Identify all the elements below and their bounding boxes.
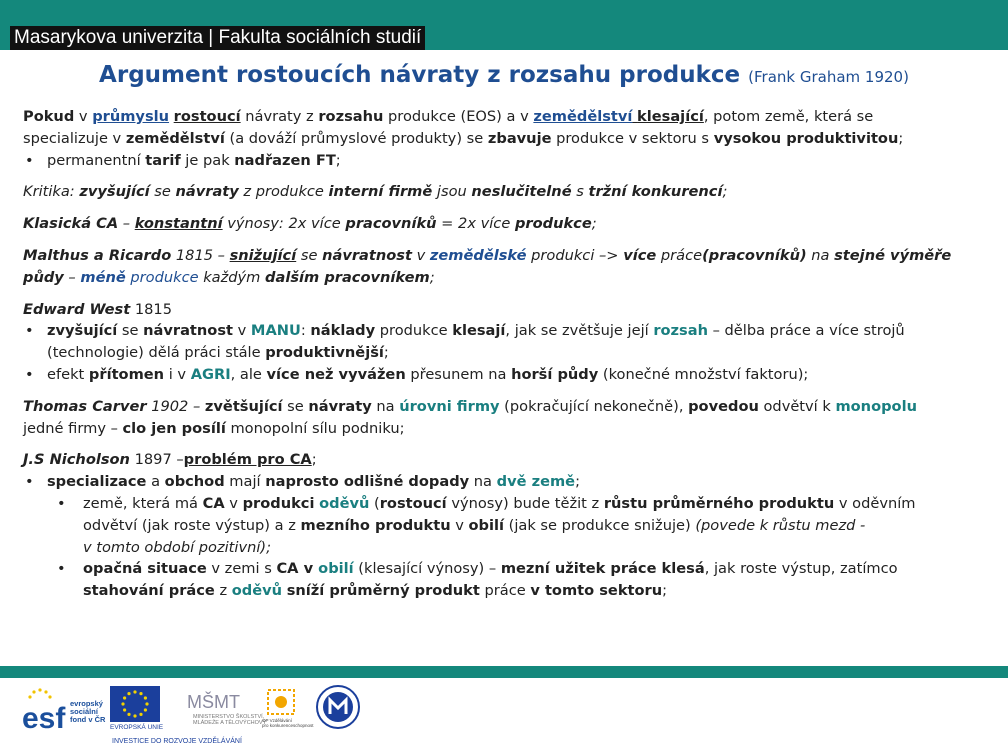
bullet-item — [23, 364, 988, 386]
text-run: sníží průměrný produkt — [286, 582, 480, 600]
text-run: ( — [369, 494, 380, 512]
esf-logo — [20, 686, 106, 736]
text-run: = 2x více — [436, 215, 515, 233]
text-run: monopolu — [835, 397, 917, 415]
paragraph-2 — [23, 181, 988, 203]
slide-content — [23, 106, 988, 612]
text-run: v — [107, 129, 126, 147]
bullet-item — [23, 493, 988, 515]
text-line — [23, 449, 988, 471]
text-line — [23, 106, 988, 128]
text-run: horší půdy — [511, 365, 599, 383]
text-run: práce — [479, 582, 531, 600]
text-run: Kritika: — [23, 183, 80, 201]
text-run: produkce (EOS) a v — [383, 108, 534, 125]
opvk-text-line: OP Vzdělávání — [262, 718, 292, 723]
text-run: ; — [383, 344, 389, 362]
footer-bar — [0, 666, 1008, 678]
text-run: naprosto odlišné dopady — [265, 473, 470, 491]
text-run: přesunem na — [405, 365, 512, 383]
paragraph-4 — [23, 245, 988, 289]
paragraph-3 — [23, 213, 988, 235]
text-run: zemědělské — [429, 246, 527, 264]
text-run: každým — [198, 268, 266, 286]
text-run: mezní užitek práce klesá — [500, 560, 705, 578]
text-run: přítomen — [88, 365, 165, 383]
text-run: v — [298, 560, 319, 578]
text-run: (klesající výnosy) – — [353, 560, 501, 578]
opvk-logo-icon — [262, 686, 302, 718]
text-run: CA — [202, 494, 225, 512]
text-run: rostoucí — [379, 494, 447, 512]
mu-seal — [315, 684, 361, 730]
footer-logos — [0, 678, 1008, 756]
esf-letters: esf — [22, 702, 66, 735]
invest-caption: INVESTICE DO ROZVOJE VZDĚLÁVÁNÍ — [112, 738, 242, 745]
text-run: obilí — [468, 516, 505, 534]
bullet-continuation — [23, 515, 988, 537]
text-run: (a dováží průmyslové produkty) se — [224, 129, 488, 147]
text-run: na — [371, 397, 400, 415]
header-bar — [0, 0, 1008, 50]
slide-title-main: Argument rostoucích návraty z rozsahu produkce — [99, 62, 741, 88]
text-run: v tomto sektoru — [530, 582, 663, 600]
text-run: více — [623, 246, 657, 264]
text-run: výnosy: 2x více — [222, 215, 346, 233]
text-run: (jak se produkce snižuje) — [504, 516, 696, 534]
text-run: (povede k růstu mezd - — [695, 516, 866, 534]
text-run: úrovni firmy — [399, 397, 500, 415]
text-run: AGRI — [190, 365, 231, 383]
text-run: ; — [575, 473, 580, 491]
msmt-text-line: MINISTERSTVO ŠKOLSTVÍ, — [193, 714, 265, 720]
text-run: ; — [898, 129, 904, 147]
esf-caption — [70, 700, 105, 724]
text-run: povedou — [688, 397, 759, 415]
text-run: (technologie) dělá práci stále — [47, 344, 266, 362]
text-run: 1815 — [130, 300, 172, 318]
text-run: specializuje — [23, 129, 108, 147]
text-run: se — [149, 183, 176, 201]
text-run: neslučitelné — [471, 183, 572, 201]
text-run: : — [300, 322, 311, 340]
text-run: zbavuje — [487, 129, 552, 147]
text-run: – — [118, 215, 135, 233]
paragraph-6 — [23, 396, 988, 440]
text-run: , jak roste výstup, zatímco — [704, 560, 898, 578]
text-run: ; — [722, 183, 728, 201]
text-run: obchod — [164, 473, 225, 491]
text-run: s — [571, 183, 589, 201]
text-run: odvětví (jak roste výstup) a z — [83, 516, 301, 534]
text-run: produkce — [125, 268, 199, 286]
text-run: v — [224, 494, 243, 512]
text-run: návratnost — [143, 322, 233, 340]
esf-text-line: evropský — [70, 699, 103, 708]
bullet-item — [23, 320, 988, 342]
opvk-caption — [262, 718, 314, 728]
msmt-text-line: MLÁDEŽE A TĚLOVÝCHOVY — [193, 720, 267, 726]
text-run: permanentní — [47, 151, 146, 169]
text-run: problém pro CA — [183, 451, 312, 469]
text-run: oděvů — [319, 494, 370, 512]
text-run: ; — [335, 151, 341, 169]
text-run: vysokou produktivitou — [713, 129, 899, 147]
text-line — [23, 128, 988, 150]
slide-subtitle: (Frank Graham 1920) — [748, 68, 909, 86]
text-run: opačná situace — [83, 560, 207, 578]
text-run: Edward West — [23, 300, 131, 318]
text-run: produkci –> — [526, 246, 624, 264]
bullet-item — [23, 558, 988, 580]
msmt-logo — [185, 684, 267, 734]
text-run: se — [282, 397, 309, 415]
text-line — [23, 299, 988, 321]
eu-flag-icon — [110, 686, 160, 722]
text-run: z — [214, 582, 232, 600]
paragraph-5 — [23, 299, 988, 386]
text-run: 1815 – — [171, 246, 230, 264]
text-run: monopolní sílu podniku; — [225, 419, 405, 437]
text-run: pracovníků — [345, 215, 437, 233]
text-run: méně — [80, 268, 126, 286]
text-run: produkce — [514, 215, 592, 233]
opvk-text-line: pro konkurenceschopnost — [262, 723, 314, 728]
text-line — [23, 396, 988, 418]
text-line — [23, 267, 988, 289]
text-run: návraty — [175, 183, 239, 201]
text-run: na — [806, 246, 835, 264]
slide-title — [0, 62, 1008, 88]
text-run: v — [411, 246, 430, 264]
text-run: a — [146, 473, 165, 491]
text-run: ; — [662, 582, 668, 600]
text-run: návraty z — [240, 108, 319, 125]
bullet-item — [23, 150, 988, 172]
msmt-logo-icon — [185, 684, 240, 716]
text-run: v — [450, 516, 469, 534]
text-run: – dělba práce a více strojů — [707, 322, 905, 340]
text-run: se — [117, 322, 144, 340]
text-run: 1902 – — [146, 397, 205, 415]
header-title: Masarykova univerzita | Fakulta sociálních studií — [10, 26, 425, 50]
text-run: (pracovníků) — [702, 246, 807, 264]
text-run: z produkce — [238, 183, 329, 201]
text-run: stejné výměře — [834, 246, 952, 264]
text-run: v tomto období pozitivní); — [83, 538, 272, 556]
text-run: (konečné množství faktoru); — [598, 365, 809, 383]
msmt-caption — [193, 714, 266, 726]
text-run: zemědělství — [533, 108, 633, 125]
text-run: zvyšující — [79, 183, 150, 201]
text-run: – — [63, 268, 81, 286]
text-run: oděvů — [231, 582, 283, 600]
msmt-letters: MŠMT — [187, 692, 240, 712]
text-line — [23, 213, 988, 235]
text-run: konstantní — [134, 215, 223, 233]
bullet-item — [23, 471, 988, 493]
text-run: klesající — [637, 108, 704, 125]
text-run: rozsah — [653, 322, 708, 340]
text-run: výnosy) bude těžit z — [446, 494, 604, 512]
text-run: Malthus a Ricardo — [23, 246, 172, 264]
text-run: rostoucí — [173, 108, 241, 125]
text-run: dalším pracovníkem — [265, 268, 430, 286]
text-line — [23, 245, 988, 267]
text-run: v zemi s — [206, 560, 277, 578]
text-run: je pak — [180, 151, 235, 169]
text-run: více než vyvážen — [266, 365, 406, 383]
text-run: nadřazen FT — [234, 151, 336, 169]
text-run: zvětšující — [204, 397, 283, 415]
text-run: produkce v sektoru s — [551, 129, 714, 147]
text-run: na — [469, 473, 497, 491]
bullet-continuation — [23, 342, 988, 364]
text-run: 1897 – — [129, 451, 184, 469]
opvk-logo — [262, 686, 312, 736]
esf-text-line: fond v ČR — [70, 715, 106, 724]
text-run: ; — [311, 451, 317, 469]
text-run: tarif — [145, 151, 181, 169]
text-run: náklady — [310, 322, 376, 340]
text-run: , potom země, která se — [703, 108, 874, 125]
text-run: ; — [591, 215, 597, 233]
text-run: zvyšující — [47, 322, 118, 340]
text-run: specializace — [47, 473, 147, 491]
text-run: ; — [429, 268, 435, 286]
text-run: návraty — [308, 397, 372, 415]
mu-seal-icon — [315, 684, 361, 730]
text-run: práce — [656, 246, 703, 264]
text-run: (pokračující nekonečně), — [499, 397, 689, 415]
eu-caption: EVROPSKÁ UNIE — [110, 724, 164, 731]
paragraph-7 — [23, 449, 988, 602]
text-run: mezního produktu — [300, 516, 451, 534]
text-run: Thomas Carver — [23, 397, 147, 415]
text-run: jedné firmy – — [23, 419, 123, 437]
text-line — [23, 418, 988, 440]
text-run: návratnost — [322, 246, 412, 264]
text-run: produkci — [242, 494, 315, 512]
text-run: produkce — [375, 322, 453, 340]
text-run: dvě země — [496, 473, 576, 491]
text-run: se — [296, 246, 323, 264]
text-run: půdy — [23, 268, 64, 286]
text-run: obilí — [318, 560, 354, 578]
text-run: i v — [164, 365, 191, 383]
text-run: jsou — [432, 183, 472, 201]
text-run: Klasická CA — [23, 215, 119, 233]
text-run: růstu průměrného produktu — [603, 494, 835, 512]
text-run: zemědělství — [125, 129, 225, 147]
text-run: v oděvním — [834, 494, 916, 512]
text-run: v — [74, 108, 93, 125]
text-run: země, která má — [83, 494, 203, 512]
text-run: clo jen posílí — [122, 419, 226, 437]
text-run: klesají — [452, 322, 506, 340]
text-run: J.S Nicholson — [23, 451, 130, 469]
text-run: produktivnější — [265, 344, 384, 362]
bullet-continuation — [23, 580, 988, 602]
text-run: snižující — [229, 246, 297, 264]
text-run: interní firmě — [328, 183, 433, 201]
text-run: CA — [276, 560, 299, 578]
text-run: efekt — [47, 365, 89, 383]
text-run: MANU — [250, 322, 301, 340]
text-run: tržní konkurencí — [588, 183, 723, 201]
text-run: stahování práce — [83, 582, 215, 600]
text-run: mají — [224, 473, 266, 491]
text-run: , jak se zvětšuje její — [505, 322, 654, 340]
eu-logo — [110, 686, 170, 742]
text-run: rozsahu — [318, 108, 384, 125]
text-run: průmyslu — [92, 108, 170, 125]
paragraph-1 — [23, 106, 988, 171]
text-run: , ale — [230, 365, 267, 383]
text-run: v — [233, 322, 251, 340]
esf-text-line: sociální — [70, 707, 98, 716]
bullet-continuation — [23, 537, 988, 559]
text-line — [23, 181, 988, 203]
text-run: odvětví k — [758, 397, 836, 415]
text-run: Pokud — [23, 108, 75, 125]
